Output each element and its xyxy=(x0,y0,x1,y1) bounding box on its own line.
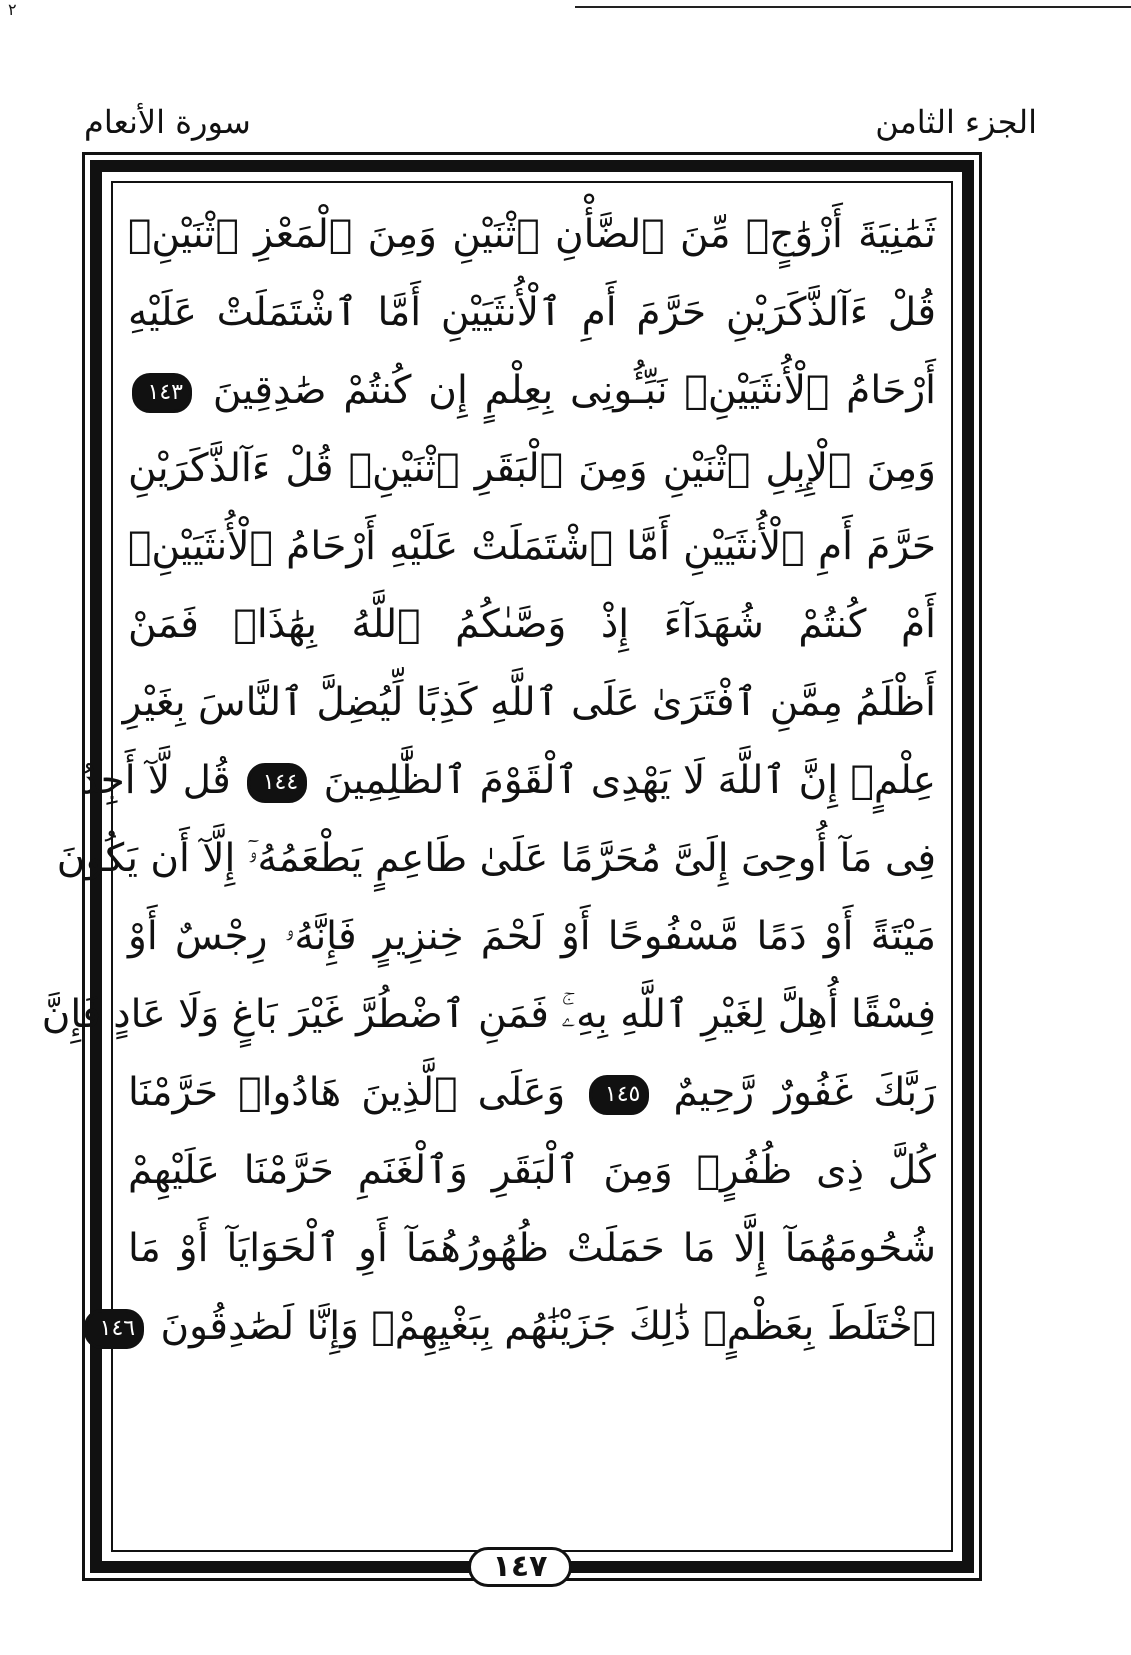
verse-text: أَرْحَامُ ٱلْأُنثَيَيْنِۖ نَبِّـُٔونِى بِعِلْمٍ إِن كُنتُمْ صَٰدِقِينَ xyxy=(212,368,936,413)
verse-line xyxy=(128,1210,936,1288)
verse-text: وَمِنَ ٱلْإِبِلِ ٱثْنَيْنِ وَمِنَ ٱلْبَقَرِ ٱثْنَيْنِۗ قُلْ ءَآلذَّكَرَيْنِ xyxy=(128,446,936,491)
verse-text: عِلْمٍۗ إِنَّ ٱللَّهَ لَا يَهْدِى ٱلْقَوْمَ ٱلظَّٰلِمِينَ xyxy=(323,758,936,803)
verse-line xyxy=(41,976,936,1054)
verse-text: فِسْقًا أُهِلَّ لِغَيْرِ ٱللَّهِ بِهِۦۚ فَمَنِ ٱضْطُرَّ غَيْرَ بَاغٍ وَلَا عَادٍ فَإِنَّ xyxy=(41,992,936,1037)
verse-text: ثَمَٰنِيَةَ أَزْوَٰجٍۖ مِّنَ ٱلضَّأْنِ ٱثْنَيْنِ وَمِنَ ٱلْمَعْزِ ٱثْنَيْنِۗ xyxy=(128,212,936,257)
ayah-number-marker: ١٤٥ xyxy=(589,1075,649,1115)
verse-line xyxy=(128,274,936,352)
verse-line xyxy=(128,898,936,976)
verse-line xyxy=(80,742,936,820)
verse-text-after-marker: وَعَلَى ٱلَّذِينَ هَادُوا۟ حَرَّمْنَا xyxy=(128,1070,566,1115)
verse-text-after-marker: قُل لَّآ أَجِدُ xyxy=(80,758,231,803)
verse-text: فِى مَآ أُوحِىَ إِلَىَّ مُحَرَّمًا عَلَىٰ طَاعِمٍ يَطْعَمُهُۥٓ إِلَّآ أَن يَكُونَ xyxy=(56,836,936,881)
verse-line xyxy=(128,586,936,664)
verse-line xyxy=(122,664,936,742)
verse-line xyxy=(56,820,936,898)
verse-text: أَمْ كُنتُمْ شُهَدَآءَ إِذْ وَصَّىٰكُمُ ٱللَّهُ بِهَٰذَاۚ فَمَنْ xyxy=(128,602,936,647)
verse-line xyxy=(128,196,936,274)
verse-text: أَظْلَمُ مِمَّنِ ٱفْتَرَىٰ عَلَى ٱللَّهِ كَذِبًا لِّيُضِلَّ ٱلنَّاسَ بِغَيْرِ xyxy=(122,680,936,725)
header-surah-title: سورة الأنعام xyxy=(84,103,251,141)
verse-text: كُلَّ ذِى ظُفُرٍۖ وَمِنَ ٱلْبَقَرِ وَٱلْغَنَمِ حَرَّمْنَا عَلَيْهِمْ xyxy=(128,1148,936,1193)
verse-line xyxy=(128,1132,936,1210)
corner-mark: ٢ xyxy=(8,0,17,19)
verse-text: مَيْتَةً أَوْ دَمًا مَّسْفُوحًا أَوْ لَحْمَ خِنزِيرٍ فَإِنَّهُۥ رِجْسٌ أَوْ xyxy=(128,914,936,959)
verse-line xyxy=(128,352,936,430)
verse-text-area xyxy=(41,196,936,1522)
verse-line xyxy=(128,430,936,508)
page-number: ١٤٧ xyxy=(468,1547,572,1587)
verse-text: شُحُومَهُمَآ إِلَّا مَا حَمَلَتْ ظُهُورُهُمَآ أَوِ ٱلْحَوَايَآ أَوْ مَا xyxy=(128,1226,936,1271)
verse-text: ٱخْتَلَطَ بِعَظْمٍۚ ذَٰلِكَ جَزَيْنَٰهُم بِبَغْيِهِمْۖ وَإِنَّا لَصَٰدِقُونَ xyxy=(160,1304,936,1349)
verse-text: حَرَّمَ أَمِ ٱلْأُنثَيَيْنِ أَمَّا ٱشْتَمَلَتْ عَلَيْهِ أَرْحَامُ ٱلْأُنثَيَيْنِۖ xyxy=(128,524,936,569)
verse-text: رَبَّكَ غَفُورٌ رَّحِيمٌ xyxy=(673,1070,936,1115)
ayah-number-marker: ١٤٣ xyxy=(132,373,192,413)
header-juz-title: الجزء الثامن xyxy=(875,103,1037,141)
top-rule xyxy=(575,6,1131,8)
ayah-number-marker: ١٤٤ xyxy=(247,763,307,803)
verse-text: قُلْ ءَآلذَّكَرَيْنِ حَرَّمَ أَمِ ٱلْأُنثَيَيْنِ أَمَّا ٱشْتَمَلَتْ عَلَيْهِ xyxy=(128,290,936,335)
verse-line xyxy=(99,1288,936,1366)
verse-line xyxy=(128,508,936,586)
ayah-number-marker: ١٤٦ xyxy=(84,1309,144,1349)
verse-line xyxy=(128,1054,936,1132)
